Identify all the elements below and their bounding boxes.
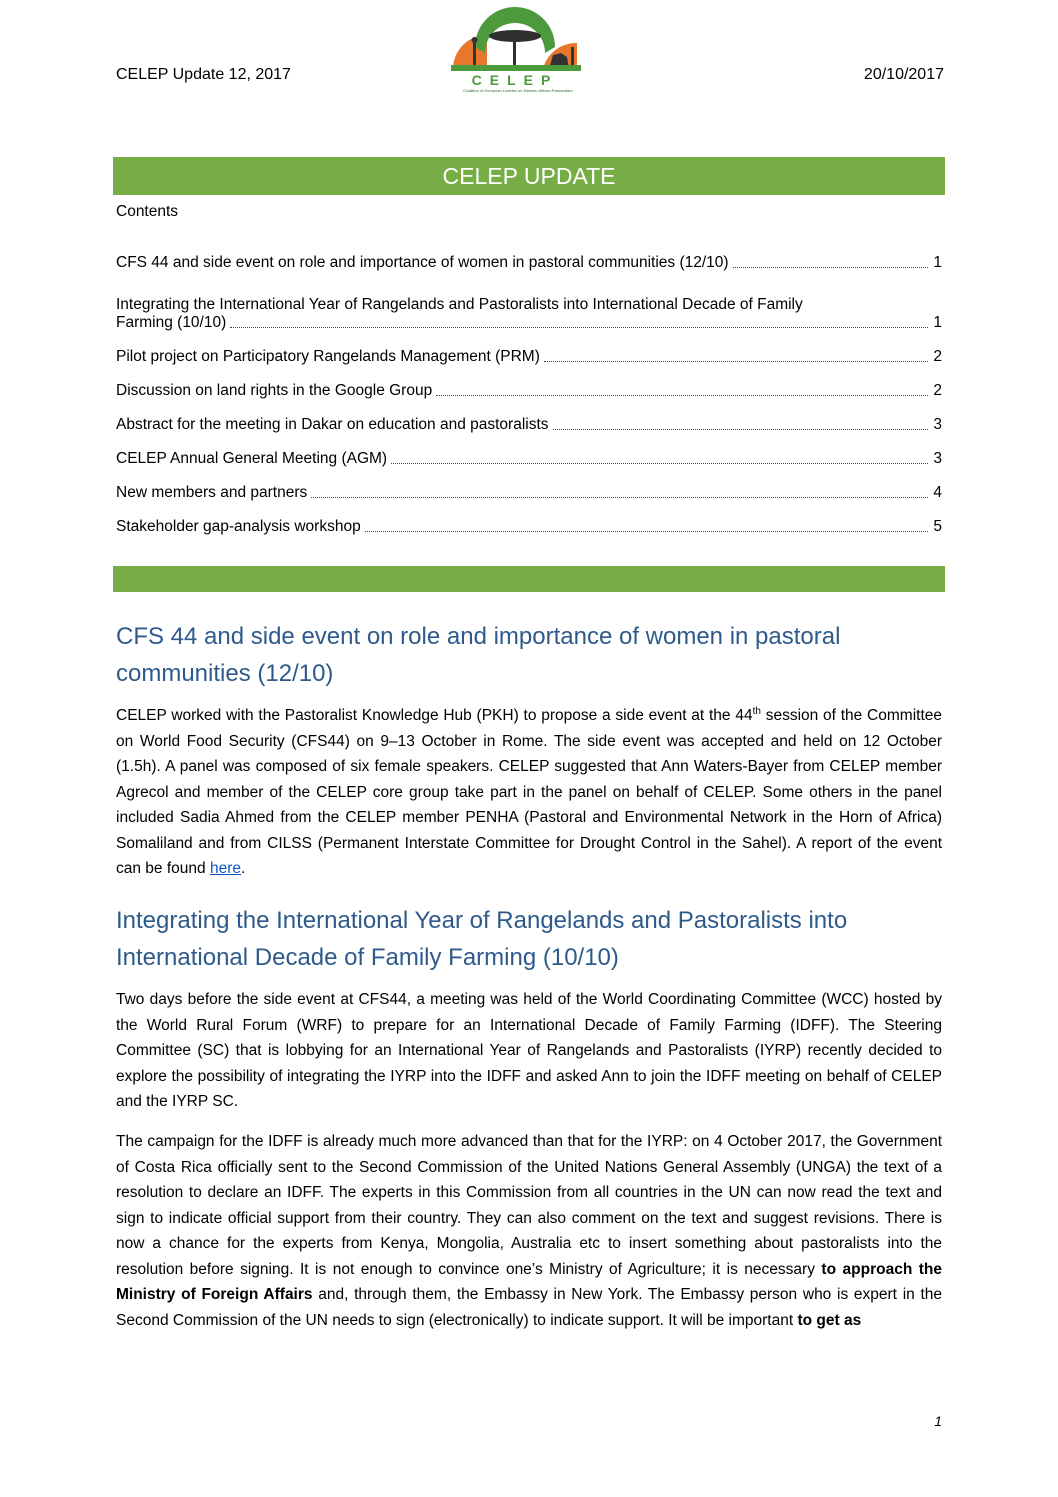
toc-entry[interactable] [116, 332, 942, 366]
toc-entry[interactable] [116, 400, 942, 434]
page-number: 1 [934, 1413, 942, 1429]
section-heading-cfs44: CFS 44 and side event on role and importance of women in pastoral communities (12/10) [116, 623, 841, 687]
section-paragraph-iyrp-2: The campaign for the IDFF is already much more advanced than that for the IYRP: on 4 October 2017, the Government of Costa Rica officially sent to the Second Commission of the United Nations General Assembly (UNGA) the text of a resolution to declare an IDFF. The experts in this Commission from all countries in the UN can now read the text and sign to indicate official support from their country. They can also comment on the text and suggest revisions. There is now a chance for the experts from Kenya, Mongolia, Australia etc to insert something about pastoralists into the resolution before signing. It is not enough to convince one’s Ministry of Agriculture; it is necessary to approach the Ministry of Foreign Affairs and, through them, the Embassy in New York. The Embassy person who is expert in the Second Commission of the UN needs to sign (electronically) to indicate support. It will be important to get as [116, 1133, 943, 1329]
toc-page-number: 2 [933, 348, 942, 365]
toc-leader [544, 361, 928, 362]
toc-leader [553, 429, 928, 430]
contents-label: Contents [116, 203, 179, 220]
toc-entry-title: CELEP Annual General Meeting (AGM) [116, 450, 388, 467]
toc-page-number: 3 [933, 450, 942, 467]
toc-page-number: 1 [933, 314, 942, 331]
toc-entry[interactable] [116, 502, 942, 536]
toc-page-number: 5 [933, 518, 942, 535]
header-doc-title: CELEP Update 12, 2017 [116, 66, 291, 83]
toc-entry-title-cont: Farming (10/10) [116, 314, 227, 331]
table-of-contents [116, 238, 942, 536]
toc-leader [230, 327, 928, 328]
toc-entry[interactable] [116, 366, 942, 400]
toc-entry-title: Abstract for the meeting in Dakar on education and pastoralists [116, 416, 549, 433]
toc-page-number: 4 [933, 484, 942, 501]
section-heading-iyrp: Integrating the International Year of Rangelands and Pastoralists into International Decade of Family Farming (10/10) [116, 907, 848, 971]
toc-leader [391, 463, 928, 464]
toc-entry[interactable] [116, 468, 942, 502]
celep-logo [445, 3, 585, 99]
report-link[interactable]: here [209, 860, 241, 877]
toc-page-number: 1 [933, 254, 942, 271]
logo-text: CELEP [471, 72, 559, 88]
toc-entry-title: New members and partners [116, 484, 308, 501]
header-date: 20/10/2017 [863, 66, 944, 83]
toc-leader [311, 497, 928, 498]
toc-entry[interactable] [116, 238, 942, 272]
toc-page-number: 3 [933, 416, 942, 433]
superscript: th [752, 705, 761, 717]
toc-leader [733, 267, 928, 268]
toc-leader [365, 531, 928, 532]
toc-entry[interactable] [116, 434, 942, 468]
toc-entry[interactable] [116, 272, 942, 332]
toc-entry-title: Integrating the International Year of Rangelands and Pastoralists into International Decade of Family [116, 296, 803, 313]
toc-entry-title: CFS 44 and side event on role and importance of women in pastoral communities (12/10) [116, 254, 729, 271]
toc-entry-title: Stakeholder gap-analysis workshop [116, 518, 361, 535]
toc-entry-title: Discussion on land rights in the Google Group [116, 382, 433, 399]
toc-entry-title: Pilot project on Participatory Rangelands Management (PRM) [116, 348, 540, 365]
section-paragraph-iyrp-1: Two days before the side event at CFS44, a meeting was held of the World Coordinating Committee (WCC) hosted by the World Rural Forum (WRF) to prepare for an International Decade of Family Farming (IDFF). The Steering Committee (SC) that is lobbying for an International Year of Rangelands and Pastoralists (IYRP) recently decided to explore the possibility of integrating the IYRP into the IDFF and asked Ann to join the IDFF meeting on behalf of CELEP and the IYRP SC. [116, 991, 942, 1110]
logo-subtext: Coalition of European Lobbies on Eastern African Pastoralism [463, 88, 573, 93]
section-paragraph-cfs44: CELEP worked with the Pastoralist Knowledge Hub (PKH) to propose a side event at the 44th session of the Committee on World Food Security (CFS44) on 9–13 October in Rome. The side event was accepted and held on 12 October (1.5h). A panel was composed of six female speakers. CELEP suggested that Ann Waters-Bayer from CELEP member Agrecol and member of the CELEP core group take part in the panel on behalf of CELEP. Some others in the panel included Sadia Ahmed from the CELEP member PENHA (Pastoral and Environmental Network in the Horn of Africa) Somaliland and from CILSS (Permanent Interstate Committee for Drought Control in the Sahel). A report of the event can be found here. [116, 705, 942, 877]
section-divider-banner [113, 566, 945, 592]
update-banner: CELEP UPDATE [113, 157, 945, 195]
toc-leader [436, 395, 928, 396]
toc-page-number: 2 [933, 382, 942, 399]
bold-text: to get as [797, 1311, 862, 1329]
bold-text: to approach the Ministry of Foreign Affairs [116, 1260, 942, 1303]
